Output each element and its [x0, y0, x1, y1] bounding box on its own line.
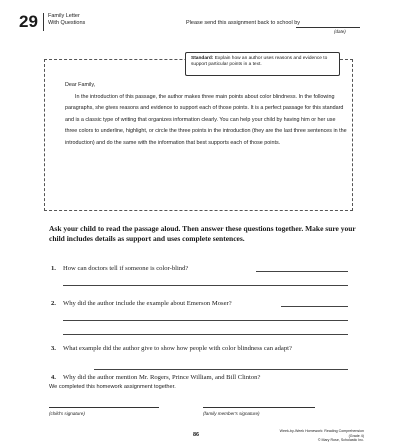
header-divider [43, 13, 44, 31]
question-text: How can doctors tell if someone is color-blind? [63, 265, 189, 272]
family-letter [65, 80, 347, 150]
lesson-title [48, 13, 85, 27]
question-number: 2. [51, 300, 56, 307]
question-text: What example did the author give to show how people with color blindness can adapt? [63, 345, 292, 352]
answer-line[interactable] [63, 285, 348, 286]
answer-line[interactable] [63, 334, 348, 335]
question-number: 4. [51, 374, 56, 381]
lesson-title-line1: Family Letter [48, 13, 80, 19]
completion-statement: We completed this homework assignment together. [49, 384, 176, 390]
lesson-number: 29 [19, 12, 38, 31]
answer-line[interactable] [63, 320, 348, 321]
question-3 [51, 344, 351, 353]
date-label: (date) [334, 29, 346, 34]
send-back-text: Please send this assignment back to school by [186, 20, 301, 26]
credit-line [272, 429, 364, 443]
credit-line-1: Week-by-Week Homework: Reading Comprehension (Grade 4) [279, 429, 364, 438]
answer-line[interactable] [256, 271, 348, 272]
lesson-title-line2: With Questions [48, 20, 86, 26]
answer-line[interactable] [94, 369, 348, 370]
standard-box [185, 52, 340, 76]
standard-label: Standard: [191, 56, 214, 61]
date-line[interactable] [296, 27, 360, 28]
page-number: 86 [193, 432, 200, 438]
question-number: 1. [51, 265, 56, 272]
question-text: Why did the author include the example about Emerson Moser? [63, 300, 232, 307]
question-number: 3. [51, 345, 56, 352]
family-signature-line[interactable] [203, 407, 315, 408]
credit-line-2: © Mary Rose, Scholastic Inc. [317, 438, 364, 443]
question-text: Why did the author mention Mr. Rogers, Prince William, and Bill Clinton? [63, 374, 261, 381]
letter-body: In the introduction of this passage, the author makes three main points about color blindness. In the following paragraphs, she gives reasons and evidence to support each of those points. It is a perfect passage for this standard and is a classic type of writing that organizes information clearly. You can help your child by having him or her use three colors to underline, highlight, or circle the three points in the introduction (they are the last three sentences in the introduction) and do the same with the information that best supports each of those points. [65, 93, 347, 146]
family-signature-label: (family member's signature) [203, 411, 260, 416]
question-4 [51, 373, 351, 382]
letter-greeting: Dear Family, [65, 82, 96, 88]
answer-line[interactable] [281, 306, 348, 307]
instructions: Ask your child to read the passage aloud. Then answer these questions together. Make sure your child includes details as support and uses complete sentences. [49, 224, 356, 243]
child-signature-line[interactable] [49, 407, 159, 408]
standard-text: Explain how an author uses reasons and evidence to support particular points in a text. [191, 56, 328, 68]
child-signature-label: (child's signature) [49, 411, 85, 416]
